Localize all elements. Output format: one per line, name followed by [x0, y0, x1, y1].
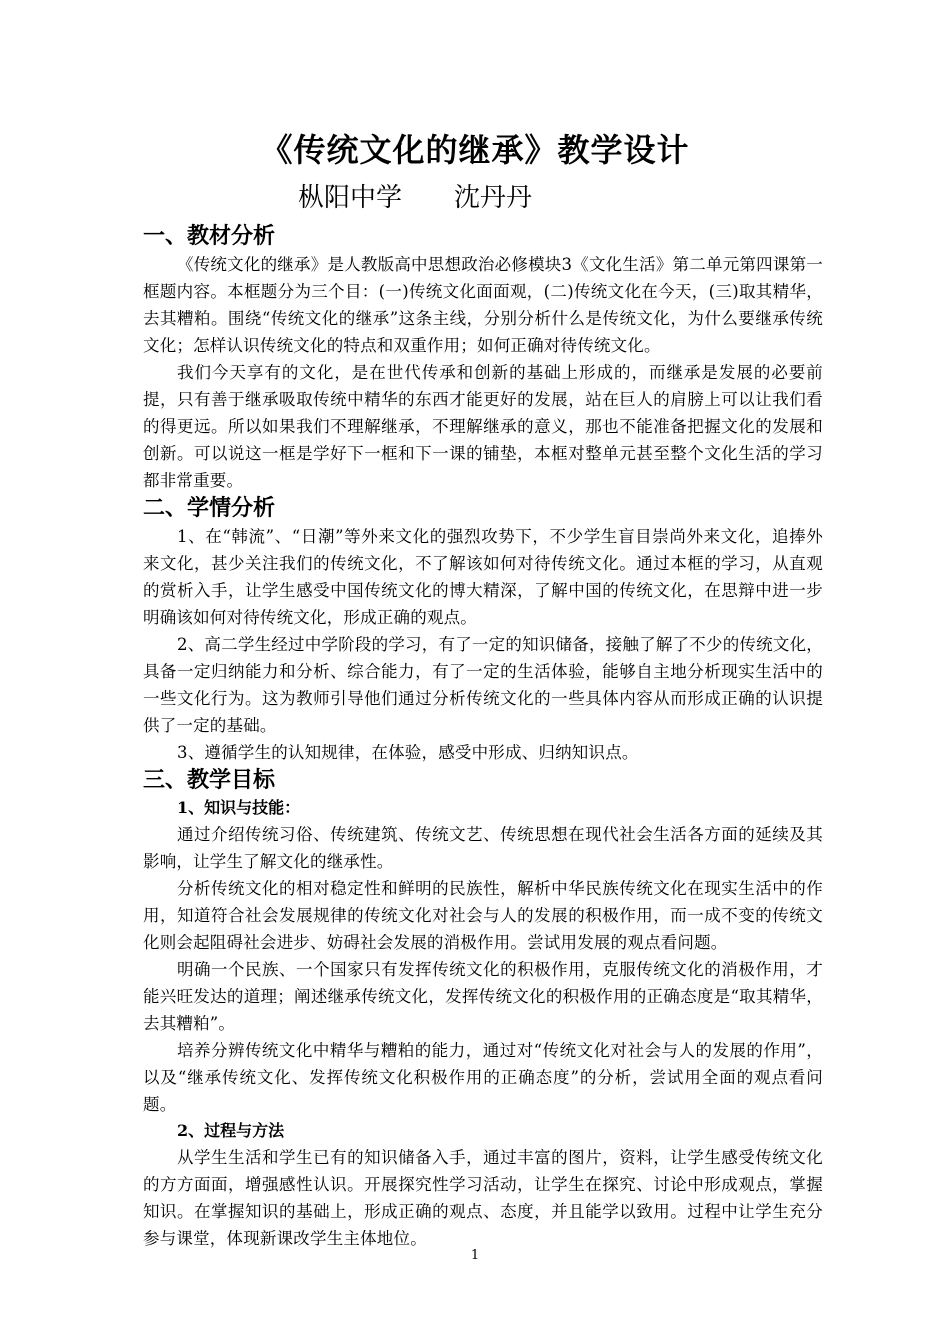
section-heading: 一、教材分析	[143, 224, 276, 249]
author-name: 沈丹丹	[454, 183, 533, 213]
paragraph: 从学生生活和学生已有的知识储备入手，通过丰富的图片，资料，让学生感受传统文化的方方面面，增强感性认识。开展探究性学习活动，让学生在探究、讨论中形成观点，掌握知识。在掌握知识的基础上，形成正确的观点、态度，并且能学以致用。过程中让学生充分参与课堂，体现新课改学生主体地位。	[143, 1148, 823, 1248]
byline	[298, 180, 532, 216]
subsection-heading: 1、知识与技能：	[177, 798, 301, 817]
paragraph: 分析传统文化的相对稳定性和鲜明的民族性，解析中华民族传统文化在现实生活中的作用，知道符合社会发展规律的传统文化对社会与人的发展的积极作用，而一成不变的传统文化则会起阻碍社会进步、妨碍社会发展的消极作用。尝试用发展的观点看问题。	[143, 879, 823, 952]
paragraph: 通过介绍传统习俗、传统建筑、传统文艺、传统思想在现代社会生活各方面的延续及其影响，让学生了解文化的继承性。	[143, 825, 823, 871]
paragraph: 1、在“韩流”、“日潮”等外来文化的强烈攻势下，不少学生盲目崇尚外来文化，追捧外来文化，甚少关注我们的传统文化，不了解该如何对待传统文化。通过本框的学习，从直观的赏析入手，让学生感受中国传统文化的博大精深，了解中国的传统文化，在思辩中进一步明确该如何对待传统文化，形成正确的观点。	[143, 527, 823, 627]
document-body	[143, 222, 823, 1252]
paragraph: 2、高二学生经过中学阶段的学习，有了一定的知识储备，接触了解了不少的传统文化，具备一定归纳能力和分析、综合能力，有了一定的生活体验，能够自主地分析现实生活中的一些文化行为。这为教师引导他们通过分析传统文化的一些具体内容从而形成正确的认识提供了一定的基础。	[143, 635, 823, 735]
section-heading: 二、学情分析	[143, 496, 276, 521]
document-title: 《传统文化的继承》教学设计	[260, 131, 690, 169]
paragraph: 我们今天享有的文化，是在世代传承和创新的基础上形成的，而继承是发展的必要前提，只有善于继承吸取传统中精华的东西才能更好的发展，站在巨人的肩膀上可以让我们看的得更远。所以如果我们不理解继承，不理解继承的意义，那也不能准备把握文化的发展和创新。可以说这一框是学好下一框和下一课的铺垫，本框对整单元甚至整个文化生活的学习都非常重要。	[143, 363, 823, 490]
school-name: 枞阳中学	[298, 183, 403, 213]
paragraph: 明确一个民族、一个国家只有发挥传统文化的积极作用，克服传统文化的消极作用，才能兴旺发达的道理；阐述继承传统文化，发挥传统文化的积极作用的正确态度是“取其精华，去其糟粕”。	[143, 960, 823, 1033]
paragraph: 3、遵循学生的认知规律，在体验，感受中形成、归纳知识点。	[177, 743, 639, 762]
page-number: 1	[470, 1248, 480, 1263]
subsection-heading: 2、过程与方法	[177, 1121, 285, 1140]
section-heading: 三、教学目标	[143, 768, 276, 793]
paragraph: 培养分辨传统文化中精华与糟粕的能力，通过对“传统文化对社会与人的发展的作用”，以及“继承传统文化、发挥传统文化积极作用的正确态度”的分析，尝试用全面的观点看问题。	[143, 1041, 823, 1114]
paragraph: 《传统文化的继承》是人教版高中思想政治必修模块3《文化生活》第二单元第四课第一框题内容。本框题分为三个目：(一)传统文化面面观，(二)传统文化在今天，(三)取其精华，去其糟粕。围绕“传统文化的继承”这条主线，分别分析什么是传统文化，为什么要继承传统文化；怎样认识传统文化的特点和双重作用；如何正确对待传统文化。	[143, 255, 823, 355]
